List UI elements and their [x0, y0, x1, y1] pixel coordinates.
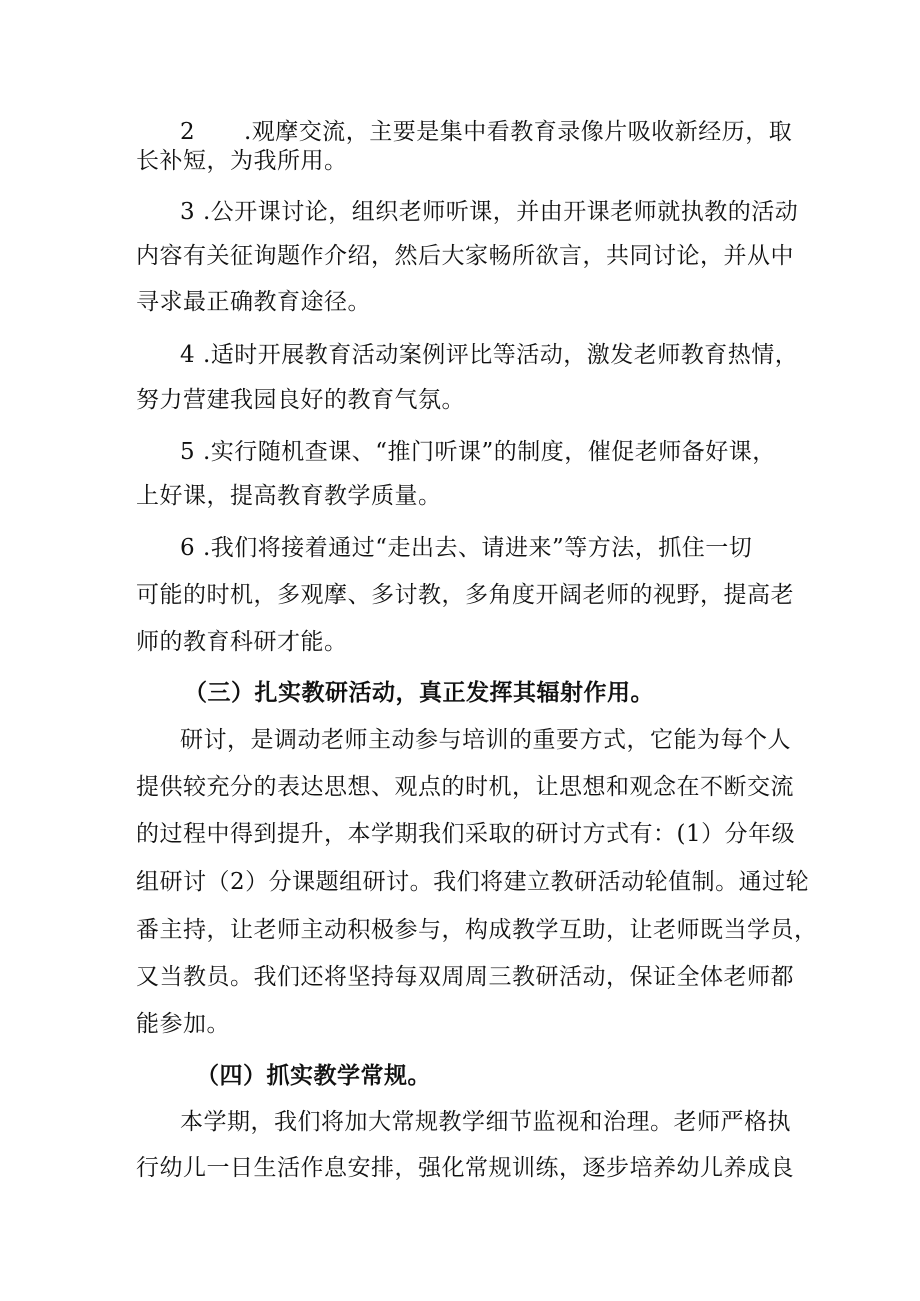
- paragraph-line: 本学期，我们将加大常规教学细节监视和治理。老师严格执: [180, 1109, 791, 1135]
- paragraph-line: 5 .实行随机查课、“推门听课”的制度，催促老师备好课，: [180, 439, 776, 465]
- paragraph-line: 4 .适时开展教育活动案例评比等活动，激发老师教育热情，: [180, 342, 799, 368]
- paragraph-line: 师的教育科研才能。: [136, 629, 348, 655]
- paragraph-line: 组研讨（2）分课题组研讨。我们将建立教研活动轮值制。通过轮: [136, 869, 810, 895]
- paragraph-line: 6 .我们将接着通过“走出去、请进来”等方法，抓住一切: [180, 535, 753, 561]
- paragraph-line: 提供较充分的表达思想、观点的时机，让思想和观念在不断交流: [136, 774, 794, 800]
- paragraph-line: 行幼儿一日生活作息安排，强化常规训练，逐步培养幼儿养成良: [136, 1155, 794, 1181]
- paragraph-line: 3 .公开课讨论，组织老师听课，并由开课老师就执教的活动: [180, 199, 799, 225]
- paragraph-text: .观摩交流，主要是集中看教育录像片吸收新经历，取: [244, 119, 793, 145]
- section-heading: （三）扎实教研活动，真正发挥其辐射作用。: [184, 680, 654, 706]
- paragraph-line: [180, 117, 840, 147]
- paragraph-line: 的过程中得到提升，本学期我们采取的研讨方式有：(1）分年级: [136, 821, 796, 847]
- paragraph-line: 能参加。: [136, 1011, 230, 1037]
- paragraph-line: 研讨，是调动老师主动参与培训的重要方式，它能为每个人: [180, 727, 791, 753]
- section-heading: （四）抓实教学常规。: [196, 1063, 431, 1089]
- paragraph-line: 寻求最正确教育途径。: [136, 289, 371, 315]
- paragraph-line: 内容有关征询题作介绍，然后大家畅所欲言，共同讨论，并从中: [136, 243, 794, 269]
- list-number: 2: [180, 119, 196, 145]
- paragraph-line: 上好课，提高教育教学质量。: [136, 483, 442, 509]
- paragraph-line: 又当教员。我们还将坚持每双周周三教研活动，保证全体老师都: [136, 964, 794, 990]
- paragraph-line: 番主持，让老师主动积极参与，构成教学互助，让老师既当学员，: [136, 917, 818, 943]
- paragraph-line: 努力营建我园良好的教育气氛。: [136, 387, 465, 413]
- paragraph-line: 长补短，为我所用。: [136, 148, 348, 174]
- paragraph-line: 可能的时机，多观摩、多讨教，多角度开阔老师的视野，提高老: [136, 582, 794, 608]
